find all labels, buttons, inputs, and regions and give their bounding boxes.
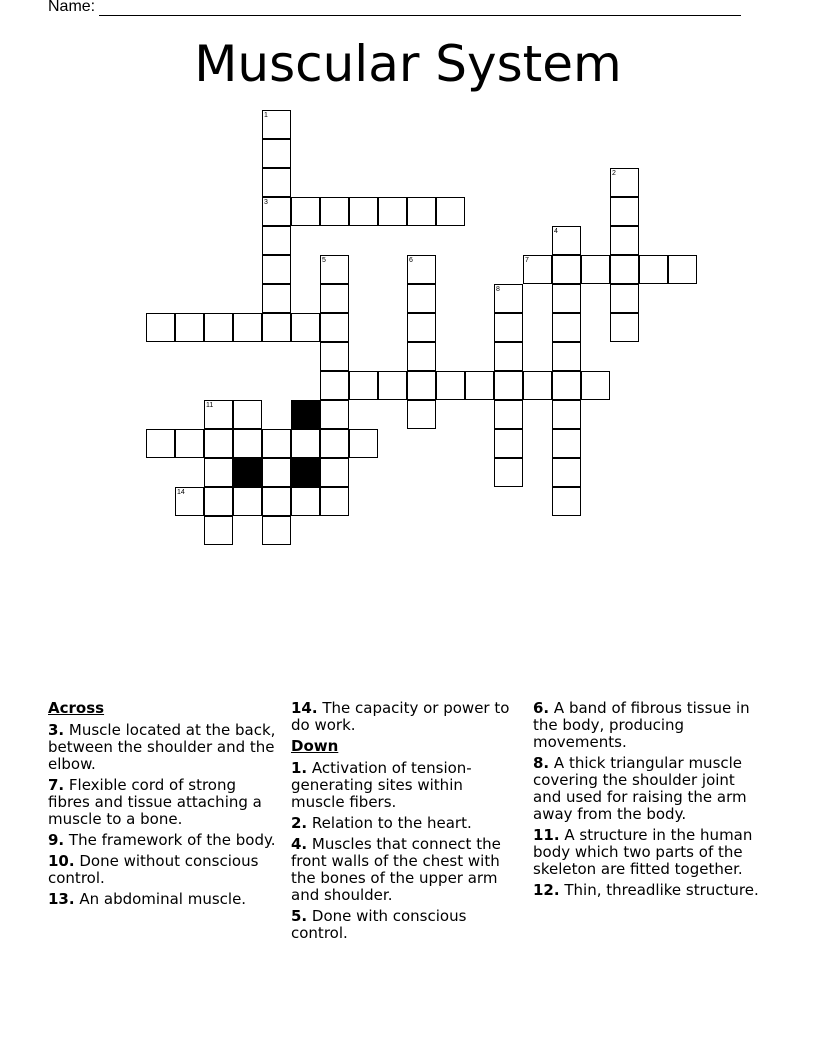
across-heading: Across xyxy=(48,699,105,717)
clue-number-label: 2 xyxy=(612,170,616,177)
grid-cell[interactable] xyxy=(494,458,523,487)
clue-across-3 xyxy=(48,722,276,773)
clue-text: A thick triangular muscle covering the shoulder joint and used for raising the arm away from the body. xyxy=(533,754,747,823)
clue-text: Done without conscious control. xyxy=(48,852,259,887)
grid-cell[interactable] xyxy=(349,197,378,226)
grid-cell[interactable] xyxy=(552,255,581,284)
clue-number: 2. xyxy=(291,814,308,832)
grid-cell[interactable] xyxy=(610,168,639,197)
clue-text: The capacity or power to do work. xyxy=(291,699,510,734)
grid-cell[interactable] xyxy=(262,139,291,168)
grid-cell[interactable] xyxy=(581,255,610,284)
clue-number-label: 5 xyxy=(322,257,326,264)
clue-down-4 xyxy=(291,836,519,904)
clue-text: Done with conscious control. xyxy=(291,907,467,942)
clue-text: Activation of tension-generating sites within muscle fibers. xyxy=(291,759,472,811)
grid-cell[interactable] xyxy=(262,226,291,255)
grid-cell[interactable] xyxy=(175,313,204,342)
grid-cell[interactable] xyxy=(523,255,552,284)
grid-cell[interactable] xyxy=(407,284,436,313)
clue-number: 12. xyxy=(533,881,560,899)
grid-cell[interactable] xyxy=(262,284,291,313)
grid-cell[interactable] xyxy=(175,429,204,458)
grid-cell[interactable] xyxy=(349,371,378,400)
grid-cell[interactable] xyxy=(610,284,639,313)
grid-cell[interactable] xyxy=(552,487,581,516)
grid-cell[interactable] xyxy=(233,313,262,342)
grid-cell[interactable] xyxy=(552,400,581,429)
grid-cell[interactable] xyxy=(291,313,320,342)
grid-cell[interactable] xyxy=(552,429,581,458)
grid-cell[interactable] xyxy=(320,371,349,400)
clue-number: 5. xyxy=(291,907,308,925)
clue-text: Muscles that connect the front walls of the chest with the bones of the upper arm and shoulder. xyxy=(291,835,501,904)
clue-number: 13. xyxy=(48,890,75,908)
clue-number: 7. xyxy=(48,776,65,794)
clue-number: 1. xyxy=(291,759,308,777)
grid-cell[interactable] xyxy=(262,255,291,284)
grid-cell[interactable] xyxy=(320,284,349,313)
name-label: Name: xyxy=(48,0,96,15)
clue-across-13 xyxy=(48,891,276,908)
clue-across-9 xyxy=(48,832,276,849)
clue-down-8 xyxy=(533,755,761,823)
grid-cell[interactable] xyxy=(407,197,436,226)
blocked-cell xyxy=(291,458,320,487)
grid-cell[interactable] xyxy=(668,255,697,284)
grid-cell[interactable] xyxy=(610,197,639,226)
grid-cell[interactable] xyxy=(320,255,349,284)
clue-down-12 xyxy=(533,882,761,899)
clue-across-14 xyxy=(291,700,519,734)
blocked-cell xyxy=(291,400,320,429)
grid-cell[interactable] xyxy=(552,371,581,400)
grid-cell[interactable] xyxy=(233,400,262,429)
grid-cell[interactable] xyxy=(262,168,291,197)
grid-cell[interactable] xyxy=(320,197,349,226)
clue-number: 14. xyxy=(291,699,318,717)
clue-column-3 xyxy=(533,700,761,903)
grid-cell[interactable] xyxy=(320,313,349,342)
grid-cell[interactable] xyxy=(291,429,320,458)
clue-column-2 xyxy=(291,700,519,946)
clue-number-label: 1 xyxy=(264,112,268,119)
clue-across-10 xyxy=(48,853,276,887)
clue-down-6 xyxy=(533,700,761,751)
grid-cell[interactable] xyxy=(610,255,639,284)
grid-cell[interactable] xyxy=(407,313,436,342)
clue-down-2 xyxy=(291,815,519,832)
grid-cell[interactable] xyxy=(291,197,320,226)
grid-cell[interactable] xyxy=(436,197,465,226)
clue-number-label: 11 xyxy=(206,402,214,409)
down-heading: Down xyxy=(291,737,339,755)
grid-cell[interactable] xyxy=(552,284,581,313)
clue-number-label: 6 xyxy=(409,257,413,264)
clue-number: 6. xyxy=(533,699,550,717)
clue-text: The framework of the body. xyxy=(68,831,276,849)
grid-cell[interactable] xyxy=(581,371,610,400)
grid-cell[interactable] xyxy=(204,429,233,458)
grid-cell[interactable] xyxy=(262,487,291,516)
clue-down-1 xyxy=(291,760,519,811)
clue-text: Flexible cord of strong fibres and tissue attaching a muscle to a bone. xyxy=(48,776,262,828)
clue-number-label: 14 xyxy=(177,489,185,496)
clue-number: 8. xyxy=(533,754,550,772)
grid-cell[interactable] xyxy=(146,313,175,342)
grid-cell[interactable] xyxy=(262,516,291,545)
clue-number-label: 4 xyxy=(554,228,558,235)
clue-down-5 xyxy=(291,908,519,942)
grid-cell[interactable] xyxy=(639,255,668,284)
grid-cell[interactable] xyxy=(552,313,581,342)
grid-cell[interactable] xyxy=(262,458,291,487)
clue-number: 9. xyxy=(48,831,65,849)
clue-number: 3. xyxy=(48,721,65,739)
clue-text: Relation to the heart. xyxy=(311,814,472,832)
page-title: Muscular System xyxy=(194,35,622,93)
clue-number-label: 3 xyxy=(264,199,268,206)
blocked-cell xyxy=(233,458,262,487)
clue-column-1 xyxy=(48,700,276,912)
grid-cell[interactable] xyxy=(407,342,436,371)
grid-cell[interactable] xyxy=(552,342,581,371)
grid-cell[interactable] xyxy=(523,371,552,400)
grid-cell[interactable] xyxy=(262,429,291,458)
grid-cell[interactable] xyxy=(494,371,523,400)
clue-number-label: 7 xyxy=(525,257,529,264)
clue-number-label: 8 xyxy=(496,286,500,293)
clue-number: 4. xyxy=(291,835,308,853)
grid-cell[interactable] xyxy=(494,284,523,313)
grid-cell[interactable] xyxy=(204,516,233,545)
grid-cell[interactable] xyxy=(378,197,407,226)
grid-cell[interactable] xyxy=(204,313,233,342)
grid-cell[interactable] xyxy=(204,400,233,429)
clue-number: 10. xyxy=(48,852,75,870)
grid-cell[interactable] xyxy=(262,197,291,226)
grid-cell[interactable] xyxy=(378,371,407,400)
clue-number: 11. xyxy=(533,826,560,844)
grid-cell[interactable] xyxy=(494,429,523,458)
grid-cell[interactable] xyxy=(320,487,349,516)
grid-cell[interactable] xyxy=(494,400,523,429)
grid-cell[interactable] xyxy=(436,371,465,400)
grid-cell[interactable] xyxy=(262,313,291,342)
grid-cell[interactable] xyxy=(494,313,523,342)
grid-cell[interactable] xyxy=(320,458,349,487)
grid-cell[interactable] xyxy=(262,110,291,139)
grid-cell[interactable] xyxy=(233,429,262,458)
grid-cell[interactable] xyxy=(320,429,349,458)
grid-cell[interactable] xyxy=(349,429,378,458)
grid-cell[interactable] xyxy=(552,458,581,487)
clue-down-11 xyxy=(533,827,761,878)
grid-cell[interactable] xyxy=(610,313,639,342)
grid-cell[interactable] xyxy=(146,429,175,458)
clue-text: A band of fibrous tissue in the body, producing movements. xyxy=(533,699,750,751)
clue-text: An abdominal muscle. xyxy=(79,890,247,908)
grid-cell[interactable] xyxy=(407,400,436,429)
clue-text: A structure in the human body which two parts of the skeleton are fitted together. xyxy=(533,826,753,878)
grid-cell[interactable] xyxy=(465,371,494,400)
grid-cell[interactable] xyxy=(320,400,349,429)
grid-cell[interactable] xyxy=(494,342,523,371)
grid-cell[interactable] xyxy=(320,342,349,371)
grid-cell[interactable] xyxy=(204,458,233,487)
grid-cell[interactable] xyxy=(204,487,233,516)
clue-text: Thin, threadlike structure. xyxy=(564,881,759,899)
grid-cell[interactable] xyxy=(407,371,436,400)
grid-cell[interactable] xyxy=(407,255,436,284)
grid-cell[interactable] xyxy=(175,487,204,516)
grid-cell[interactable] xyxy=(291,487,320,516)
grid-cell[interactable] xyxy=(610,226,639,255)
clue-across-7 xyxy=(48,777,276,828)
grid-cell[interactable] xyxy=(552,226,581,255)
clue-text: Muscle located at the back, between the shoulder and the elbow. xyxy=(48,721,276,773)
grid-cell[interactable] xyxy=(233,487,262,516)
